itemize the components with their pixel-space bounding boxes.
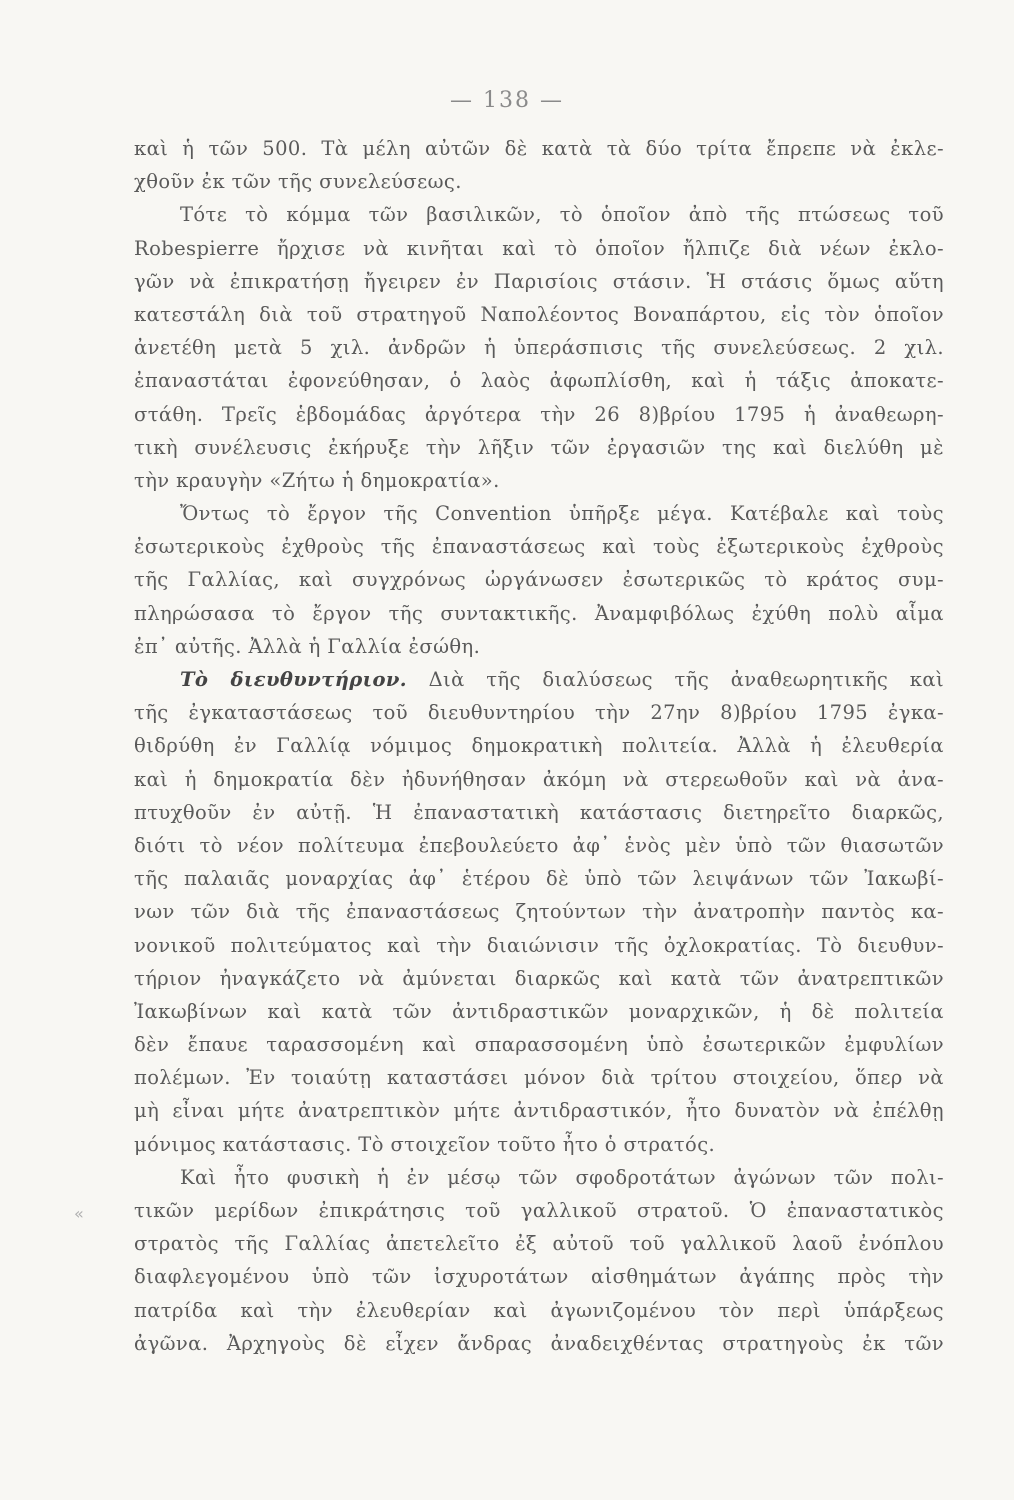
text-line: καὶ ἡ τῶν 500. Τὰ μέλη αὐτῶν δὲ κατὰ τὰ δύο τρίτα ἔπρεπε νὰ ἐκλε- [134,137,944,160]
text-line: δὲν ἔπαυε ταρασσομένη καὶ σπαρασσομένη ὑπὸ ἐσωτερικῶν ἐμφυλίων [134,1033,944,1057]
text-line: γῶν νὰ ἐπικρατήσῃ ἤγειρεν ἐν Παρισίοις στάσιν. Ἡ στάσις ὅμως αὕτη [134,269,944,293]
text-line: Ὄντως τὸ ἔργον τῆς Convention ὑπῆρξε μέγα. Κατέβαλε καὶ τοὺς [180,502,944,526]
text-line: ἀγῶνα. Ἀρχηγοὺς δὲ εἶχεν ἄνδρας ἀναδειχθέντας στρατηγοὺς ἐκ τῶν [134,1331,944,1355]
text-line: διαφλεγομένου ὑπὸ τῶν ἰσχυροτάτων αἰσθημάτων ἀγάπης πρὸς τὴν [134,1265,944,1289]
text-line: Καὶ ἦτο φυσικὴ ἡ ἐν μέσῳ τῶν σφοδροτάτων ἀγώνων τῶν πολι- [180,1165,944,1189]
text-line: ἐπ᾽ αὐτῆς. Ἀλλὰ ἡ Γαλλία ἐσώθη. [134,634,481,658]
text-line: τικῶν μερίδων ἐπικράτησις τοῦ γαλλικοῦ στρατοῦ. Ὁ ἐπαναστατικὸς [134,1199,944,1222]
text-line: διότι τὸ νέον πολίτευμα ἐπεβουλεύετο ἀφ᾽ ἑνὸς μὲν ὑπὸ τῶν θιασωτῶν [134,833,944,857]
text-line: στρατὸς τῆς Γαλλίας ἀπετελεῖτο ἐξ αὐτοῦ τοῦ γαλλικοῦ λαοῦ ἐνόπλου [134,1232,944,1256]
text-line: τὴν κραυγὴν «Ζήτω ἡ δημοκρατία». [134,468,500,492]
section-heading: Τὸ διευθυντήριον. [180,668,407,691]
text-line: πατρίδα καὶ τὴν ἐλευθερίαν καὶ ἀγωνιζομένου τὸν περὶ ὑπάρξεως [134,1298,944,1322]
section-heading-line: Τὸ διευθυντήριον. Διὰ τῆς διαλύσεως τῆς ἀναθεωρητικῆς καὶ [180,668,944,691]
text-line: τήριον ἠναγκάζετο νὰ ἀμύνεται διαρκῶς καὶ κατὰ τῶν ἀνατρεπτικῶν [134,966,944,990]
text-line: μὴ εἶναι μήτε ἀνατρεπτικὸν μήτε ἀντιδραστικόν, ἦτο δυνατὸν νὰ ἐπέλθῃ [134,1099,944,1123]
text-line: τῆς Γαλλίας, καὶ συγχρόνως ὠργάνωσεν ἐσωτερικῶς τὸ κράτος συμ- [134,568,944,592]
margin-mark: « [74,1204,84,1223]
text-line: Robespierre ἤρχισε νὰ κινῆται καὶ τὸ ὁποῖον ἤλπιζε διὰ νέων ἐκλο- [134,236,944,260]
text-line: κατεστάλη διὰ τοῦ στρατηγοῦ Ναπολέοντος Βοναπάρτου, εἰς τὸν ὁποῖον [134,302,944,326]
text-line: πολέμων. Ἐν τοιαύτῃ καταστάσει μόνον διὰ τρίτου στοιχείου, ὅπερ νὰ [134,1066,944,1090]
text-line: ἀνετέθη μετὰ 5 χιλ. ἀνδρῶν ἡ ὑπεράσπισις τῆς συνελεύσεως. 2 χιλ. [134,336,944,360]
text-line: καὶ ἡ δημοκρατία δὲν ἠδυνήθησαν ἀκόμη νὰ στερεωθοῦν καὶ νὰ ἀνα- [134,767,944,791]
text-line: ἐπαναστάται ἐφονεύθησαν, ὁ λαὸς ἀφωπλίσθη, καὶ ἡ τάξις ἀποκατε- [134,369,944,393]
text-line: τικὴ συνέλευσις ἐκήρυξε τὴν λῆξιν τῶν ἐργασιῶν της καὶ διελύθη μὲ [134,435,944,459]
text-line: μόνιμος κατάστασις. Τὸ στοιχεῖον τοῦτο ἦτο ὁ στρατός. [134,1132,716,1156]
text-line: Τότε τὸ κόμμα τῶν βασιλικῶν, τὸ ὁποῖον ἀπὸ τῆς πτώσεως τοῦ [180,203,944,227]
text-line: χθοῦν ἐκ τῶν τῆς συνελεύσεως. [134,170,462,194]
text-line: στάθη. Τρεῖς ἑβδομάδας ἀργότερα τὴν 26 8)βρίου 1795 ἡ ἀναθεωρη- [134,402,944,426]
page-number: — 138 — [450,88,564,113]
text-line: θιδρύθη ἐν Γαλλίᾳ νόμιμος δημοκρατικὴ πολιτεία. Ἀλλὰ ἡ ἐλευθερία [134,734,944,758]
text-line: πτυχθοῦν ἐν αὐτῇ. Ἡ ἐπαναστατικὴ κατάστασις διετηρεῖτο διαρκῶς, [134,800,944,824]
text-line: Ἰακωβίνων καὶ κατὰ τῶν ἀντιδραστικῶν μοναρχικῶν, ἡ δὲ πολιτεία [134,999,944,1023]
text-line: τῆς παλαιᾶς μοναρχίας ἀφ᾽ ἑτέρου δὲ ὑπὸ τῶν λειψάνων τῶν Ἰακωβί- [134,867,944,891]
text-line: νων τῶν διὰ τῆς ἐπαναστάσεως ζητούντων τὴν ἀνατροπὴν παντὸς κα- [134,900,944,924]
text-line: τῆς ἐγκαταστάσεως τοῦ διευθυντηρίου τὴν 27ην 8)βρίου 1795 ἐγκα- [134,701,944,725]
body-text [134,132,944,1360]
text-line: νονικοῦ πολιτεύματος καὶ τὴν διαιώνισιν τῆς ὀχλοκρατίας. Τὸ διευθυν- [134,933,944,957]
text-line: ἐσωτερικοὺς ἐχθροὺς τῆς ἐπαναστάσεως καὶ τοὺς ἐξωτερικοὺς ἐχθροὺς [134,535,944,559]
text-line: πληρώσασα τὸ ἔργον τῆς συντακτικῆς. Ἀναμφιβόλως ἐχύθη πολὺ αἷμα [134,601,944,625]
